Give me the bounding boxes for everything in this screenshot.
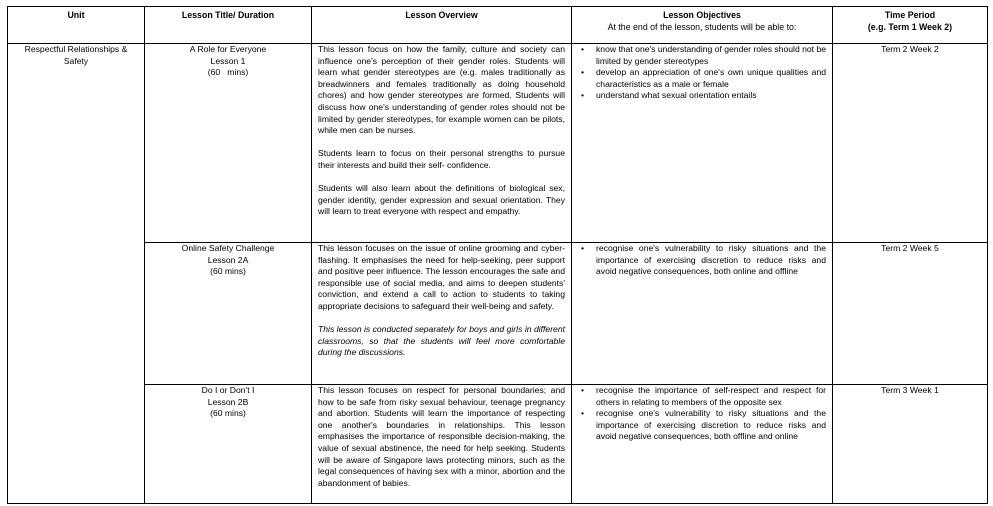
lesson-plan-table [7,6,988,504]
lesson-2a-period: Term 2 Week 5 [881,243,939,253]
lesson-2a-duration: (60 mins) [210,266,246,277]
lesson-2b-overview-cell [312,385,572,504]
lesson-2a-period-cell [833,243,988,385]
bullet-icon: • [581,90,585,101]
lesson-2b-period-cell [833,385,988,504]
unit-header: Unit [8,7,145,44]
objectives-header [572,7,833,44]
bullet-icon: • [581,67,585,78]
lesson-row-3 [8,385,988,504]
lesson-2b-objectives-list [578,385,826,443]
lesson-1-number: Lesson 1 [210,55,246,66]
lesson-2a-overview-para-1: This lesson focuses on the issue of online grooming and cyber-flashing. It emphasises the need for help-seeking, peer support and positive peer influence. The lesson encourages the safe and responsible use of social media, and aims to deepen students' conviction, and extend a call to action to students to taking appropriate decisions to safeguard their well-being and safety. [318,243,565,311]
lesson-2b-title-cell [145,385,312,504]
lesson-2b-number: Lesson 2B [207,396,249,407]
period-header [833,7,988,44]
bullet-icon: • [581,243,585,253]
lesson-row-1 [8,44,988,243]
bullet-icon: • [581,44,585,54]
lesson-2b-duration: (60 mins) [210,408,246,419]
period-header-label: Time Period [884,10,936,20]
objective-item: • understand what sexual orientation entails [581,90,757,101]
lesson-2b-title: Do I or Don't I [201,385,255,395]
lesson-2a-overview-cell [312,243,572,385]
lesson-2b-objectives-cell [572,385,833,504]
lesson-2a-objectives-cell [572,243,833,385]
lesson-2a-objectives-list [578,243,826,278]
objectives-header-label: Lesson Objectives [663,10,741,20]
bullet-icon: • [581,408,585,419]
objective-item: • recognise one's vulnerability to risky situations and the importance of exercising discretion to reduce risks and avoid negative consequences, both online and offline [581,243,826,277]
lesson-1-overview-cell [312,44,572,243]
lesson-2a-overview-note: This lesson is conducted separately for boys and girls in different classrooms, so that the students will feel more comfortable during the discussions. [318,324,565,358]
unit-name: Respectful Relationships & Safety [24,44,128,66]
lesson-2a-title: Online Safety Challenge [181,243,275,253]
lesson-1-overview-para-3: Students will also learn about the definitions of biological sex, gender identity, gender expression and sexual orientation. They will learn to treat everyone with respect and empathy. [318,183,565,217]
header-row [8,7,988,44]
lesson-1-period: Term 2 Week 2 [881,44,939,54]
lesson-row-2 [8,243,988,385]
lesson-1-overview-para-2: Students learn to focus on their personal strengths to pursue their interests and build their self- confidence. [318,148,565,170]
bullet-icon: • [581,385,585,395]
objective-item: • recognise the importance of self-respect and respect for others in relating to members of the opposite sex [581,385,826,407]
overview-header: Lesson Overview [312,7,572,44]
lesson-1-title-cell [145,44,312,243]
lesson-2b-period: Term 3 Week 1 [881,385,939,395]
lesson-1-duration: (60 mins) [207,67,249,78]
lesson-1-objectives-list [578,44,826,102]
title-header: Lesson Title/ Duration [145,7,312,44]
lesson-1-objectives-cell [572,44,833,243]
objectives-header-subtitle: At the end of the lesson, students will be able to: [607,21,797,32]
lesson-2a-title-cell [145,243,312,385]
lesson-2a-number: Lesson 2A [207,254,249,265]
lesson-1-period-cell [833,44,988,243]
lesson-1-title: A Role for Everyone [189,44,267,54]
period-header-example: (e.g. Term 1 Week 2) [867,21,953,32]
unit-cell [8,44,145,504]
lesson-1-overview-para-1: This lesson focus on how the family, culture and society can influence one's perception of their gender roles. Students will learn what gender stereotypes are (e.g. males traditionally as breadwinners and females traditionally as doing household chores) and how gender stereotypes are formed. Students will discuss how one's understanding of gender roles should not be limited by gender stereotypes, for example women can be pilots, while men can be nurses. [318,44,565,136]
lesson-2b-overview-para-1: This lesson focuses on respect for personal boundaries; and how to be safe from risky sexual behaviour, teenage pregnancy and abortion. Students will learn the importance of respecting one another's boundaries in relationships. This lesson emphasises the importance of responsible decision-making, the value of sexual abstinence, the need for help seeking. Students will be aware of Singapore laws protecting minors, such as the legal consequences of having sex with a minor, abortion and the abandonment of babies. [318,385,565,488]
objective-item: • develop an appreciation of one's own unique qualities and characteristics as a male or female [581,67,826,89]
objective-item: • recognise one's vulnerability to risky situations and the importance of exercising discretion to reduce risks and avoid negative consequences, both offline and online [581,408,826,442]
objective-item: • know that one's understanding of gender roles should not be limited by gender stereotypes [581,44,827,66]
